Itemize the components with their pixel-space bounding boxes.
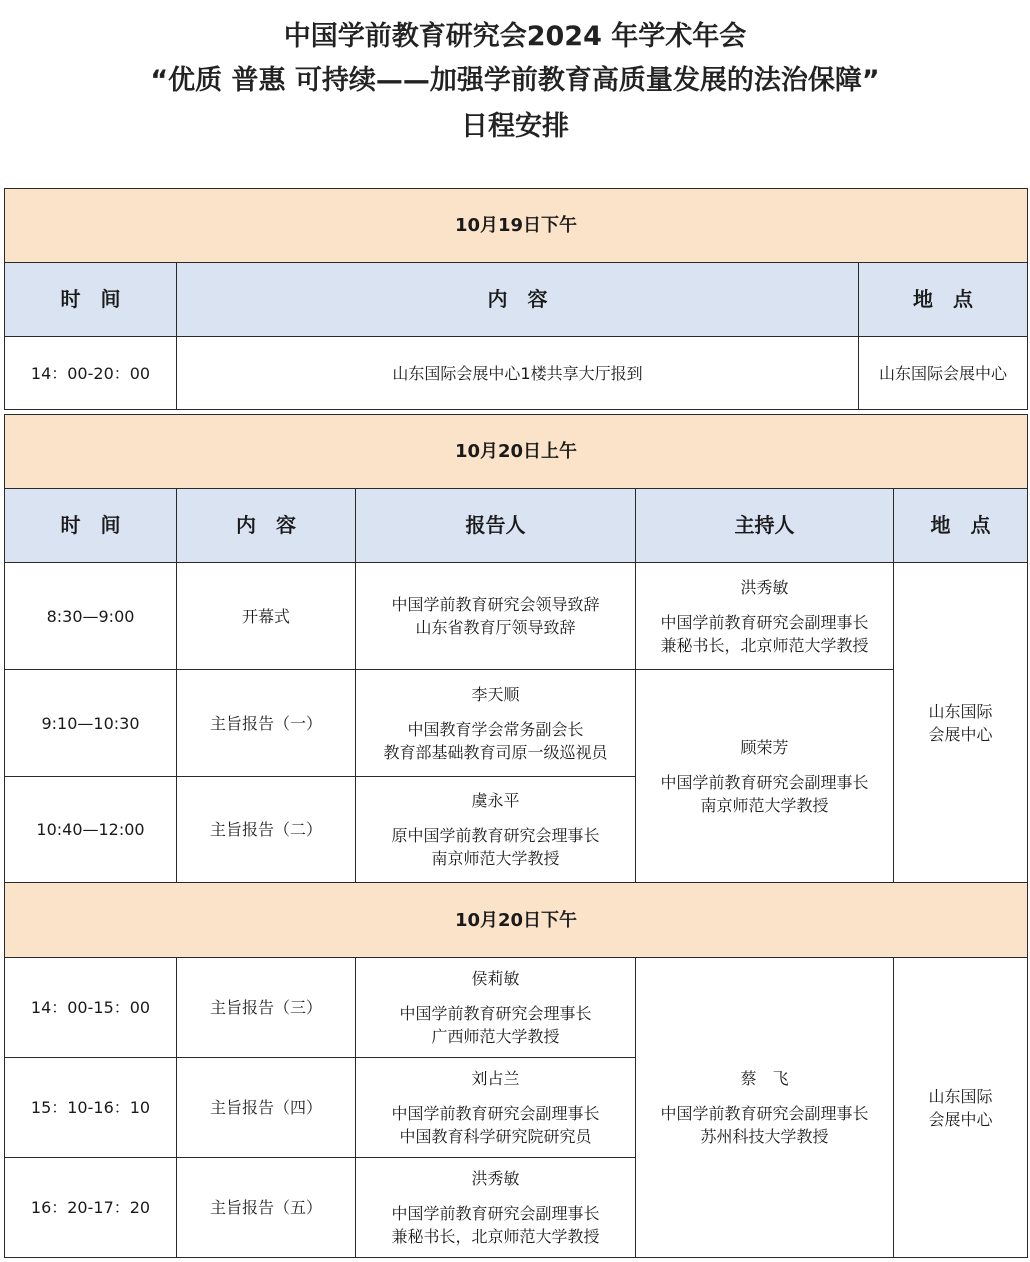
host-title-line: 兼秘书长，北京师范大学教授 <box>660 635 869 655</box>
host-title-line: 苏州科技大学教授 <box>700 1127 829 1146</box>
cell-host <box>636 958 894 1258</box>
speaker-line: 中国学前教育研究会副理事长 <box>391 1204 600 1223</box>
cell-time: 8:30—9:00 <box>5 563 177 670</box>
cell-content: 主旨报告（三） <box>177 958 356 1058</box>
cell-speaker <box>356 777 636 883</box>
cell-time: 14：00-20：00 <box>5 337 177 410</box>
cell-content: 开幕式 <box>177 563 356 670</box>
cell-speaker <box>356 563 636 670</box>
cell-speaker <box>356 1158 636 1258</box>
location-line: 会展中心 <box>928 1109 993 1129</box>
cell-time: 15：10-16：10 <box>5 1058 177 1158</box>
section-heading: 10月19日下午 <box>5 189 1028 263</box>
cell-speaker <box>356 1058 636 1158</box>
section-heading-row <box>5 415 1028 489</box>
speaker-line: 中国教育学会常务副会长 <box>407 719 584 739</box>
speaker-name: 李天顺 <box>471 684 520 704</box>
speaker-line: 南京师范大学教授 <box>431 849 560 868</box>
cell-content: 主旨报告（二） <box>177 777 356 883</box>
cell-speaker <box>356 958 636 1058</box>
section-heading: 10月20日上午 <box>5 415 1028 489</box>
section-heading-row <box>5 883 1028 958</box>
header-location: 地 点 <box>859 263 1028 337</box>
table-row <box>5 670 1028 777</box>
header-time: 时 间 <box>5 489 177 563</box>
header-time: 时 间 <box>5 263 177 337</box>
header-content: 内 容 <box>177 263 859 337</box>
speaker-line: 中国学前教育研究会副理事长 <box>391 1104 600 1123</box>
host-name: 顾荣芳 <box>740 737 789 757</box>
header-row <box>5 489 1028 563</box>
cell-content: 主旨报告（一） <box>177 670 356 777</box>
speaker-name: 洪秀敏 <box>471 1169 520 1188</box>
cell-time: 14：00-15：00 <box>5 958 177 1058</box>
speaker-line: 山东省教育厅领导致辞 <box>415 618 576 637</box>
table-row <box>5 563 1028 670</box>
schedule-table-oct19 <box>4 188 1028 410</box>
speaker-line: 中国学前教育研究会理事长 <box>399 1004 592 1023</box>
section-heading: 10月20日下午 <box>5 883 1028 958</box>
header-speaker: 报告人 <box>356 489 636 563</box>
host-name: 蔡 飞 <box>740 1069 789 1088</box>
host-title-line: 南京师范大学教授 <box>700 795 829 815</box>
cell-time: 10:40—12:00 <box>5 777 177 883</box>
document-title: 中国学前教育研究会2024 年学术年会 <box>283 21 747 52</box>
cell-content: 主旨报告（五） <box>177 1158 356 1258</box>
schedule-table-oct20 <box>4 414 1028 1258</box>
speaker-name: 虞永平 <box>471 791 520 810</box>
speaker-line: 中国教育科学研究院研究员 <box>399 1127 592 1146</box>
host-title-line: 中国学前教育研究会副理事长 <box>660 1104 869 1123</box>
cell-location: 山东国际会展中心 <box>859 337 1028 410</box>
table-row <box>5 958 1028 1058</box>
cell-content: 山东国际会展中心1楼共享大厅报到 <box>177 337 859 410</box>
location-line: 山东国际 <box>928 701 993 721</box>
cell-speaker <box>356 670 636 777</box>
speaker-line: 教育部基础教育司原一级巡视员 <box>383 742 608 762</box>
header-host: 主持人 <box>636 489 894 563</box>
cell-location <box>894 958 1028 1258</box>
cell-time: 16：20-17：20 <box>5 1158 177 1258</box>
section-heading-row <box>5 189 1028 263</box>
speaker-line: 中国学前教育研究会领导致辞 <box>391 595 600 614</box>
document-subtitle: “优质 普惠 可持续——加强学前教育高质量发展的法治保障” <box>150 65 880 96</box>
cell-time: 9:10—10:30 <box>5 670 177 777</box>
header-location: 地 点 <box>894 489 1028 563</box>
host-name: 洪秀敏 <box>740 577 789 597</box>
speaker-line: 广西师范大学教授 <box>431 1027 560 1046</box>
host-title-line: 中国学前教育研究会副理事长 <box>660 772 869 792</box>
speaker-name: 刘占兰 <box>471 1069 520 1088</box>
location-line: 会展中心 <box>928 724 993 744</box>
cell-host <box>636 670 894 883</box>
cell-host <box>636 563 894 670</box>
table-row <box>5 337 1028 410</box>
speaker-line: 兼秘书长，北京师范大学教授 <box>391 1227 600 1246</box>
speaker-name: 侯莉敏 <box>471 969 520 988</box>
header-content: 内 容 <box>177 489 356 563</box>
document-heading-schedule: 日程安排 <box>461 111 569 142</box>
cell-content: 主旨报告（四） <box>177 1058 356 1158</box>
host-title-line: 中国学前教育研究会副理事长 <box>660 612 869 632</box>
location-line: 山东国际 <box>928 1086 993 1106</box>
header-row <box>5 263 1028 337</box>
cell-location <box>894 563 1028 883</box>
speaker-line: 原中国学前教育研究会理事长 <box>391 826 600 845</box>
